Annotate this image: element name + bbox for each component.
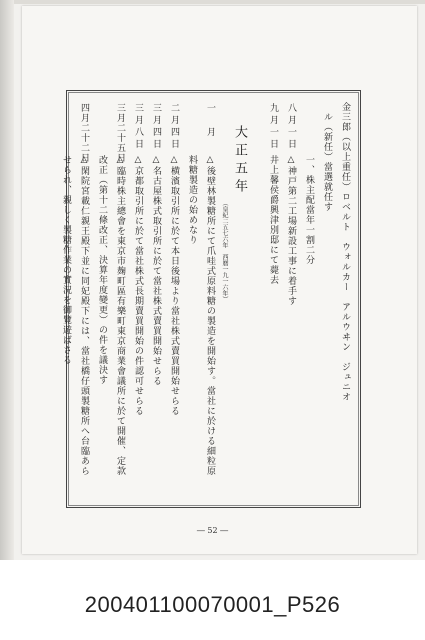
text-column-13: 改正（第十二條改正、決算年度變更）の件を議決す xyxy=(97,155,107,385)
page-number: ― 52 ― xyxy=(196,526,229,535)
date-column-14: 四月二十二日 xyxy=(79,103,89,163)
text-column-1: 金三郎（以上重任）ロベルト ウォルカー アルウヰン ジュニオ xyxy=(340,102,350,402)
text-column-12: △臨時株主總會を東京市麹町區有樂町東京商業會議所に於て開催、定款 xyxy=(115,155,125,476)
text-column-5: 井上馨侯爵興津別邸にて薨去 xyxy=(268,155,278,285)
image-caption: 200401100070001_P526 xyxy=(84,592,341,617)
text-column-15: せられ、親しく製糖作業の實況を御覽遊ばさる xyxy=(61,155,71,365)
text-column-11: △京都取引所に於て當社株式長期賣買開始の件認可せらる xyxy=(133,155,143,416)
text-column-9: △横濱取引所に於て本日後場より當社株式賣買開始せらる xyxy=(169,155,179,416)
date-column-12: 三月二十五日 xyxy=(115,103,125,163)
date-column-11: 三月八日 xyxy=(133,103,143,151)
book-gutter xyxy=(0,0,14,560)
text-column-7: △後壁林製糖所にて爪哇式原料糖の製造を開始す。當社に於ける細粒原 xyxy=(205,155,215,476)
date-column-10: 三月四日 xyxy=(151,103,161,151)
text-column-14: △閑院宮載仁親王殿下並に同妃殿下には、當社橋仔頭製糖所へ台臨あら xyxy=(79,155,89,476)
date-column-5: 九月一日 xyxy=(268,103,278,151)
year-note: （皇紀二五七六年 西曆一九一六年） xyxy=(221,200,228,302)
date-column-9: 二月四日 xyxy=(169,103,179,151)
page-edges xyxy=(0,0,425,4)
year-heading: 大正五年 xyxy=(232,125,247,197)
text-column-2: ル（新任）當選就任す xyxy=(322,112,332,212)
text-column-3: 一、株主配當年一割二分 xyxy=(304,155,314,265)
date-column-4: 八月一日 xyxy=(286,103,296,151)
text-column-8: 料糖製造の始めなり xyxy=(187,155,197,245)
date-column-7: 一 月 xyxy=(205,103,215,139)
text-column-4: △神戸第二工場新設工事に着手す xyxy=(286,155,296,306)
text-column-10: △名古屋株式取引所に於て當社株式賣買開始せらる xyxy=(151,155,161,386)
